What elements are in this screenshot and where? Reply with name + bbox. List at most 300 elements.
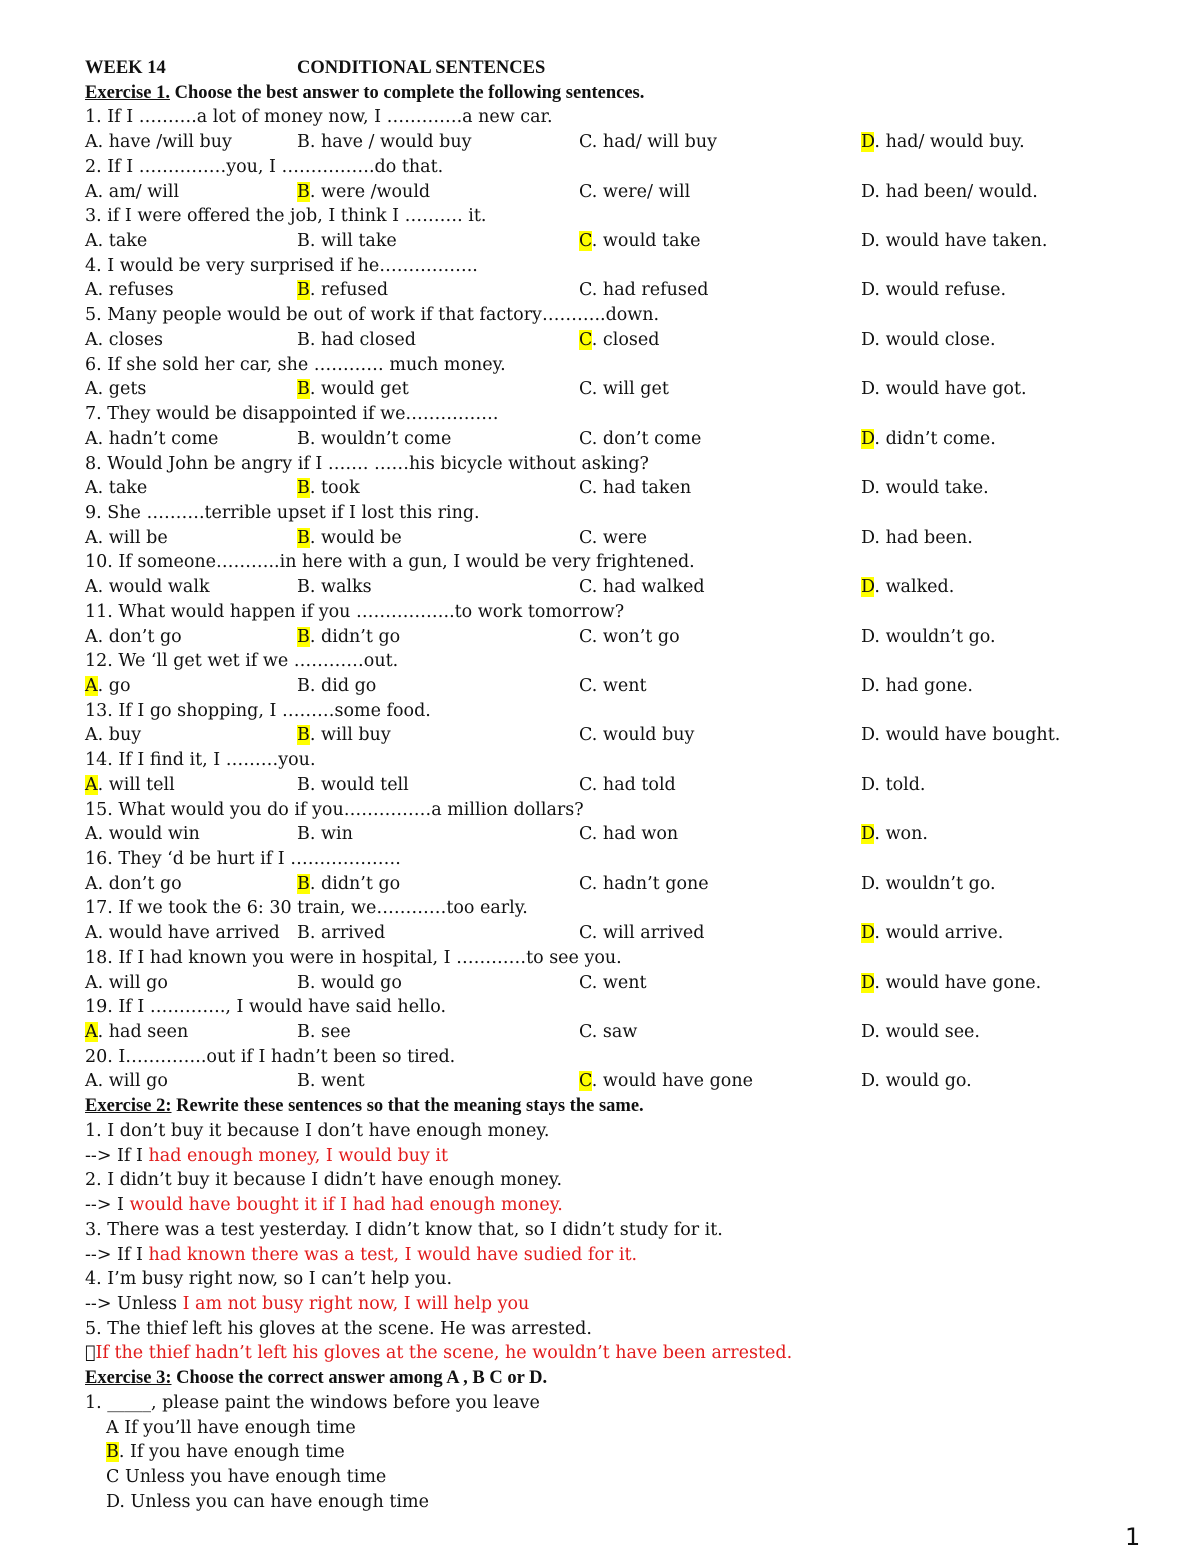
exercise3-option — [85, 1440, 1115, 1465]
rewrite-prompt: 1. I don’t buy it because I don’t have enough money. — [85, 1120, 550, 1141]
option-a: A. gets — [85, 379, 147, 400]
option-text: would go — [321, 972, 402, 993]
option-letter: A — [85, 923, 98, 944]
option-letter: B — [297, 478, 310, 499]
option-text: went — [602, 972, 647, 993]
rewrite-answer-line — [85, 1243, 1115, 1268]
option-text: would have taken. — [885, 231, 1048, 252]
option-text: gets — [108, 379, 147, 400]
option-text: wouldn’t come — [321, 428, 452, 449]
exercise3-option — [85, 1465, 1115, 1490]
option-c: C. will arrived — [579, 923, 705, 944]
option-b: B. didn’t go — [297, 626, 401, 647]
option-c: C. would take — [579, 231, 701, 252]
option-text: would refuse. — [885, 280, 1007, 301]
option-letter: B — [297, 231, 310, 252]
question-text: 17. If we took the 6: 30 train, we…………too early. — [85, 898, 528, 919]
option-letter: C — [579, 231, 592, 252]
exercise3-option — [85, 1416, 1115, 1441]
exercise3-options — [85, 1416, 1115, 1515]
option-text: had refused — [602, 280, 709, 301]
exercise1-label: Exercise 1. — [85, 82, 170, 103]
option-c: C. went — [579, 972, 647, 993]
option-text: didn’t go — [321, 873, 401, 894]
option-a: A. had seen — [85, 1022, 189, 1043]
option-text: Unless you have enough time — [119, 1466, 387, 1487]
option-text: take — [108, 478, 148, 499]
answer-options-row — [85, 130, 1115, 155]
option-d: D. wouldn’t go. — [861, 873, 996, 894]
rewrite-prompt: 3. There was a test yesterday. I didn’t know that, so I didn’t study for it. — [85, 1219, 723, 1240]
option-d: D. had/ would buy. — [861, 132, 1025, 153]
option-text: will take — [321, 231, 397, 252]
option-text: win — [321, 824, 353, 845]
answer-options-row — [85, 377, 1115, 402]
option-text: would buy — [602, 725, 695, 746]
exercise3-instruction: Choose the correct answer among A , B C or D. — [171, 1368, 548, 1389]
option-d: D. would see. — [861, 1022, 980, 1043]
answer-options-row — [85, 872, 1115, 897]
option-text: will be — [108, 527, 168, 548]
option-text: will go — [108, 1071, 168, 1092]
option-c: C. had taken — [579, 478, 692, 499]
option-letter: D — [861, 873, 875, 894]
option-letter: A — [85, 1071, 98, 1092]
option-b: B. have / would buy — [297, 132, 472, 153]
question-text: 14. If I find it, I ………you. — [85, 750, 316, 771]
option-a: A. have /will buy — [85, 132, 232, 153]
option-letter: D — [861, 280, 875, 301]
answer-options-row — [85, 526, 1115, 551]
option-text: had walked — [602, 577, 705, 598]
option-b: B. went — [297, 1071, 365, 1092]
option-text: have / would buy — [321, 132, 472, 153]
option-letter: A — [85, 329, 98, 350]
rewrite-answer: had enough money, I would buy it — [148, 1145, 449, 1166]
option-letter: D — [861, 379, 875, 400]
answer-options-row — [85, 278, 1115, 303]
option-text: won. — [885, 824, 928, 845]
question-text: 2. If I ……………you, I …………….do that. — [85, 156, 444, 177]
page-number: 1 — [1125, 1523, 1141, 1551]
option-letter: A — [85, 280, 98, 301]
option-text: had been/ would. — [885, 181, 1038, 202]
rewrite-answer: If the thief hadn’t left his gloves at the scene, he wouldn’t have been arrested. — [85, 1343, 782, 1364]
option-d: D. didn’t come. — [861, 428, 996, 449]
rewrite-answer: had known there was a test, I would have sudied for it. — [148, 1244, 638, 1265]
option-text: will buy — [321, 725, 391, 746]
option-text: refused — [321, 280, 389, 301]
option-text: closes — [108, 329, 164, 350]
exercise3-label: Exercise 3: — [85, 1368, 172, 1389]
option-text: would win — [108, 824, 200, 845]
option-b: B. win — [297, 824, 353, 845]
question-text: 10. If someone………..in here with a gun, I would be very frightened. — [85, 552, 695, 573]
option-a: A. would walk — [85, 577, 210, 598]
option-letter: A — [106, 1417, 119, 1438]
option-text: didn’t come. — [885, 428, 996, 449]
option-d: D. had gone. — [861, 675, 973, 696]
option-b: B. would be — [297, 527, 402, 548]
option-text: would have arrived — [108, 923, 280, 944]
option-letter: D — [861, 972, 875, 993]
option-text: went — [602, 675, 647, 696]
option-a: A. refuses — [85, 280, 174, 301]
exercise2-items — [85, 1119, 1115, 1366]
option-letter: D — [861, 1071, 875, 1092]
option-c: C. were — [579, 527, 647, 548]
option-letter: C — [579, 675, 592, 696]
option-letter: A — [85, 824, 98, 845]
option-text: had told — [602, 774, 676, 795]
option-c: C. will get — [579, 379, 669, 400]
option-letter: C — [579, 1022, 592, 1043]
answer-options-row — [85, 971, 1115, 996]
option-d: D. walked. — [861, 577, 955, 598]
question-text: 1. If I ……….a lot of money now, I ………….a new car. — [85, 107, 553, 128]
option-text: refuses — [108, 280, 174, 301]
option-a: A. will tell — [85, 774, 175, 795]
question-text: 12. We ‘ll get wet if we …………out. — [85, 651, 399, 672]
option-letter: D — [861, 675, 875, 696]
option-text: were — [602, 527, 647, 548]
option-c: C. hadn’t gone — [579, 873, 709, 894]
option-letter: A — [85, 181, 98, 202]
option-text: buy — [108, 725, 142, 746]
option-text: would take — [602, 231, 701, 252]
option-d: D. would have taken. — [861, 231, 1048, 252]
option-text: walks — [321, 577, 372, 598]
option-letter: B — [297, 428, 310, 449]
option-b: B. see — [297, 1022, 351, 1043]
answer-options-row — [85, 625, 1115, 650]
option-a: A. go — [85, 675, 131, 696]
option-text: arrived — [321, 923, 386, 944]
option-letter: A — [85, 725, 98, 746]
option-text: didn’t go — [321, 626, 401, 647]
option-b: B. walks — [297, 577, 372, 598]
option-text: see — [321, 1022, 351, 1043]
option-letter: A — [85, 379, 98, 400]
option-a: A. would have arrived — [85, 923, 280, 944]
option-c: C. closed — [579, 329, 660, 350]
option-a: A. will go — [85, 1071, 168, 1092]
option-letter: D — [861, 725, 875, 746]
option-letter: C — [579, 626, 592, 647]
exercise1-instruction: Choose the best answer to complete the following sentences. — [169, 82, 645, 103]
rewrite-answer-line — [85, 1292, 1115, 1317]
option-letter: B — [297, 329, 310, 350]
option-text: would see. — [885, 1022, 980, 1043]
week-label: WEEK 14 — [85, 58, 166, 78]
answer-options-row — [85, 1020, 1115, 1045]
option-text: were /would — [321, 181, 431, 202]
option-letter: B — [297, 280, 310, 301]
option-text: go — [108, 675, 131, 696]
option-letter: B — [297, 132, 310, 153]
question-text: 18. If I had known you were in hospital, I …………to see you. — [85, 947, 622, 968]
option-letter: D — [861, 923, 875, 944]
option-text: would take. — [885, 478, 989, 499]
option-a: A. hadn’t come — [85, 428, 219, 449]
exercise3-option — [85, 1490, 1115, 1515]
option-a: A. will be — [85, 527, 168, 548]
question-text: 16. They ‘d be hurt if I ………………. — [85, 849, 401, 869]
question-text: 19. If I …………., I would have said hello. — [85, 997, 447, 1018]
option-text: would be — [321, 527, 402, 548]
option-letter: C — [579, 132, 592, 153]
option-d: D. would have bought. — [861, 725, 1061, 746]
option-text: hadn’t gone — [602, 873, 709, 894]
option-text: had closed — [321, 329, 416, 350]
option-letter: B — [297, 379, 310, 400]
option-c: C. had/ will buy — [579, 132, 717, 153]
option-text: had/ would buy. — [885, 132, 1025, 153]
option-letter: C — [579, 379, 592, 400]
question-text: 8. Would John be angry if I ……. ……his bicycle without asking? — [85, 453, 649, 474]
option-letter: D — [861, 329, 875, 350]
option-text: don’t go — [108, 626, 182, 647]
option-d: D. would have gone. — [861, 972, 1042, 993]
option-a: A. will go — [85, 972, 168, 993]
option-letter: D — [861, 181, 875, 202]
answer-options-row — [85, 773, 1115, 798]
page-title: CONDITIONAL SENTENCES — [297, 58, 546, 78]
rewrite-prompt: 5. The thief left his gloves at the scene. He was arrested. — [85, 1318, 592, 1339]
option-c: C. had walked — [579, 577, 705, 598]
option-letter: D — [861, 774, 875, 795]
answer-options-row — [85, 427, 1115, 452]
option-text: had/ will buy — [602, 132, 717, 153]
option-c: C. went — [579, 675, 647, 696]
option-letter: B — [297, 873, 310, 894]
option-letter: D — [861, 824, 875, 845]
option-letter: B — [297, 824, 310, 845]
question-text: 20. I…………..out if I hadn’t been so tired. — [85, 1046, 456, 1067]
option-a: A. take — [85, 231, 148, 252]
option-text: had been. — [885, 527, 973, 548]
option-text: saw — [602, 1022, 638, 1043]
option-a: A. don’t go — [85, 873, 182, 894]
exercise1-questions — [85, 105, 1115, 1094]
option-text: will go — [108, 972, 168, 993]
option-letter: C — [579, 280, 592, 301]
answer-options-row — [85, 921, 1115, 946]
option-letter: A — [85, 1022, 98, 1043]
option-letter: A — [85, 626, 98, 647]
option-text: would tell — [321, 774, 409, 795]
option-text: wouldn’t go. — [885, 626, 996, 647]
option-text: don’t come — [602, 428, 702, 449]
option-letter: A — [85, 873, 98, 894]
option-d: D. had been/ would. — [861, 181, 1038, 202]
option-c: C. saw — [579, 1022, 638, 1043]
option-letter: A — [85, 428, 98, 449]
answer-options-row — [85, 674, 1115, 699]
option-letter: B — [297, 923, 310, 944]
answer-options-row — [85, 822, 1115, 847]
question-text: 6. If she sold her car, she ………… much money. — [85, 354, 506, 375]
rewrite-answer: I am not busy right now, I will help you — [182, 1293, 530, 1314]
option-a: A. am/ will — [85, 181, 180, 202]
option-text: . Unless you can have enough time — [119, 1491, 429, 1512]
option-letter: C — [579, 824, 592, 845]
option-text: would have gone — [602, 1071, 753, 1092]
option-letter: D — [861, 132, 875, 153]
option-b: B. arrived — [297, 923, 386, 944]
option-text: closed — [602, 329, 660, 350]
option-c: C. had told — [579, 774, 676, 795]
option-c: C. had won — [579, 824, 679, 845]
option-text: had won — [602, 824, 679, 845]
answer-options-row — [85, 575, 1115, 600]
answer-options-row — [85, 1069, 1115, 1094]
worksheet-header — [85, 56, 1115, 81]
option-b: B. were /would — [297, 181, 431, 202]
rewrite-prompt: 4. I’m busy right now, so I can’t help you. — [85, 1269, 453, 1290]
option-d: D. would refuse. — [861, 280, 1007, 301]
question-text: 5. Many people would be out of work if that factory………..down. — [85, 305, 660, 326]
option-letter: B — [297, 774, 310, 795]
question-text: 9. She ……….terrible upset if I lost this ring. — [85, 502, 480, 523]
option-d: D. would take. — [861, 478, 989, 499]
option-d: D. would have got. — [861, 379, 1027, 400]
question-text: 15. What would you do if you……………a million dollars? — [85, 799, 584, 820]
option-a: A. would win — [85, 824, 200, 845]
option-text: If you’ll have enough time — [118, 1417, 356, 1438]
option-text: would have gone. — [885, 972, 1042, 993]
option-letter: B — [297, 181, 310, 202]
option-letter: A — [85, 478, 98, 499]
option-letter: A — [85, 527, 98, 548]
option-a: A. closes — [85, 329, 164, 350]
option-letter: C — [579, 923, 592, 944]
option-text: were/ will — [602, 181, 691, 202]
option-text: had taken — [602, 478, 692, 499]
option-c: C. were/ will — [579, 181, 691, 202]
option-letter: D — [106, 1491, 120, 1512]
option-text: will arrived — [602, 923, 705, 944]
option-text: went — [321, 1071, 365, 1092]
option-letter: B — [297, 972, 310, 993]
rewrite-prompt: 2. I didn’t buy it because I didn’t have enough money. — [85, 1170, 563, 1191]
option-c: C. had refused — [579, 280, 709, 301]
option-text: did go — [321, 675, 377, 696]
question-text: 13. If I go shopping, I ………some food. — [85, 700, 431, 721]
option-letter: D — [861, 478, 875, 499]
exercise2-heading — [85, 1094, 1115, 1119]
option-d: D. told. — [861, 774, 926, 795]
exercise3-heading — [85, 1366, 1115, 1391]
option-text: have /will buy — [108, 132, 232, 153]
option-letter: B — [297, 675, 310, 696]
rewrite-answer-line — [85, 1144, 1115, 1169]
option-letter: A — [85, 132, 98, 153]
option-text: will tell — [108, 774, 175, 795]
option-d: D. won. — [861, 824, 928, 845]
option-c: C. would buy — [579, 725, 695, 746]
option-letter: B — [297, 725, 310, 746]
option-text: will get — [602, 379, 669, 400]
option-d: D. had been. — [861, 527, 973, 548]
option-text: walked. — [885, 577, 955, 598]
answer-options-row — [85, 328, 1115, 353]
option-c: C. would have gone — [579, 1071, 753, 1092]
option-letter: C — [579, 181, 592, 202]
option-letter: B — [297, 577, 310, 598]
option-text: . If you have enough time — [118, 1442, 345, 1463]
option-letter: A — [85, 231, 98, 252]
option-text: would have bought. — [885, 725, 1061, 746]
option-letter: C — [579, 577, 592, 598]
exercise2-label: Exercise 2: — [85, 1096, 172, 1117]
option-letter: A — [85, 774, 98, 795]
option-text: would go. — [885, 1071, 972, 1092]
option-d: D. would arrive. — [861, 923, 1004, 944]
option-text: would have got. — [885, 379, 1027, 400]
arrow-prefix: --> If I — [85, 1244, 149, 1265]
option-text: had seen — [108, 1022, 189, 1043]
arrow-prefix: --> If I — [85, 1145, 149, 1166]
option-a: A. buy — [85, 725, 142, 746]
rewrite-answer-line — [85, 1341, 1115, 1366]
option-letter: D — [861, 577, 875, 598]
option-letter: A — [85, 577, 98, 598]
option-d: D. would go. — [861, 1071, 972, 1092]
option-letter: D — [861, 527, 875, 548]
option-letter: C — [579, 972, 592, 993]
option-letter: C — [579, 774, 592, 795]
worksheet-page — [85, 56, 1115, 1514]
option-letter: C — [579, 527, 592, 548]
question-text: 3. if I were offered the job, I think I ………. it. — [85, 206, 487, 227]
question-text: 4. I would be very surprised if he…………….. — [85, 255, 478, 276]
option-letter: A — [85, 972, 98, 993]
option-letter: C — [579, 1071, 592, 1092]
option-letter: C — [579, 873, 592, 894]
exercise1-heading — [85, 81, 1115, 106]
option-b: B. will take — [297, 231, 397, 252]
option-letter: C — [106, 1466, 120, 1487]
option-b: B. would go — [297, 972, 402, 993]
answer-options-row — [85, 476, 1115, 501]
answer-options-row — [85, 180, 1115, 205]
option-letter: C — [579, 725, 592, 746]
option-text: told. — [885, 774, 926, 795]
option-letter: C — [579, 478, 592, 499]
option-letter: D — [861, 1022, 875, 1043]
option-d: D. would close. — [861, 329, 996, 350]
option-d: D. wouldn’t go. — [861, 626, 996, 647]
option-letter: B — [106, 1442, 119, 1463]
option-text: won’t go — [602, 626, 680, 647]
option-letter: C — [579, 329, 592, 350]
option-c: C. don’t come — [579, 428, 702, 449]
option-text: would walk — [108, 577, 210, 598]
rewrite-answer-line — [85, 1193, 1115, 1218]
option-text: don’t go — [108, 873, 182, 894]
option-text: would arrive. — [885, 923, 1004, 944]
arrow-prefix — [85, 1343, 96, 1363]
arrow-prefix: --> I — [85, 1195, 130, 1216]
option-b: B. had closed — [297, 329, 416, 350]
option-text: would get — [321, 379, 409, 400]
option-text: am/ will — [108, 181, 180, 202]
option-letter: D — [861, 626, 875, 647]
option-letter: B — [297, 527, 310, 548]
arrow-prefix: --> Unless — [85, 1293, 183, 1314]
option-letter: C — [579, 428, 592, 449]
